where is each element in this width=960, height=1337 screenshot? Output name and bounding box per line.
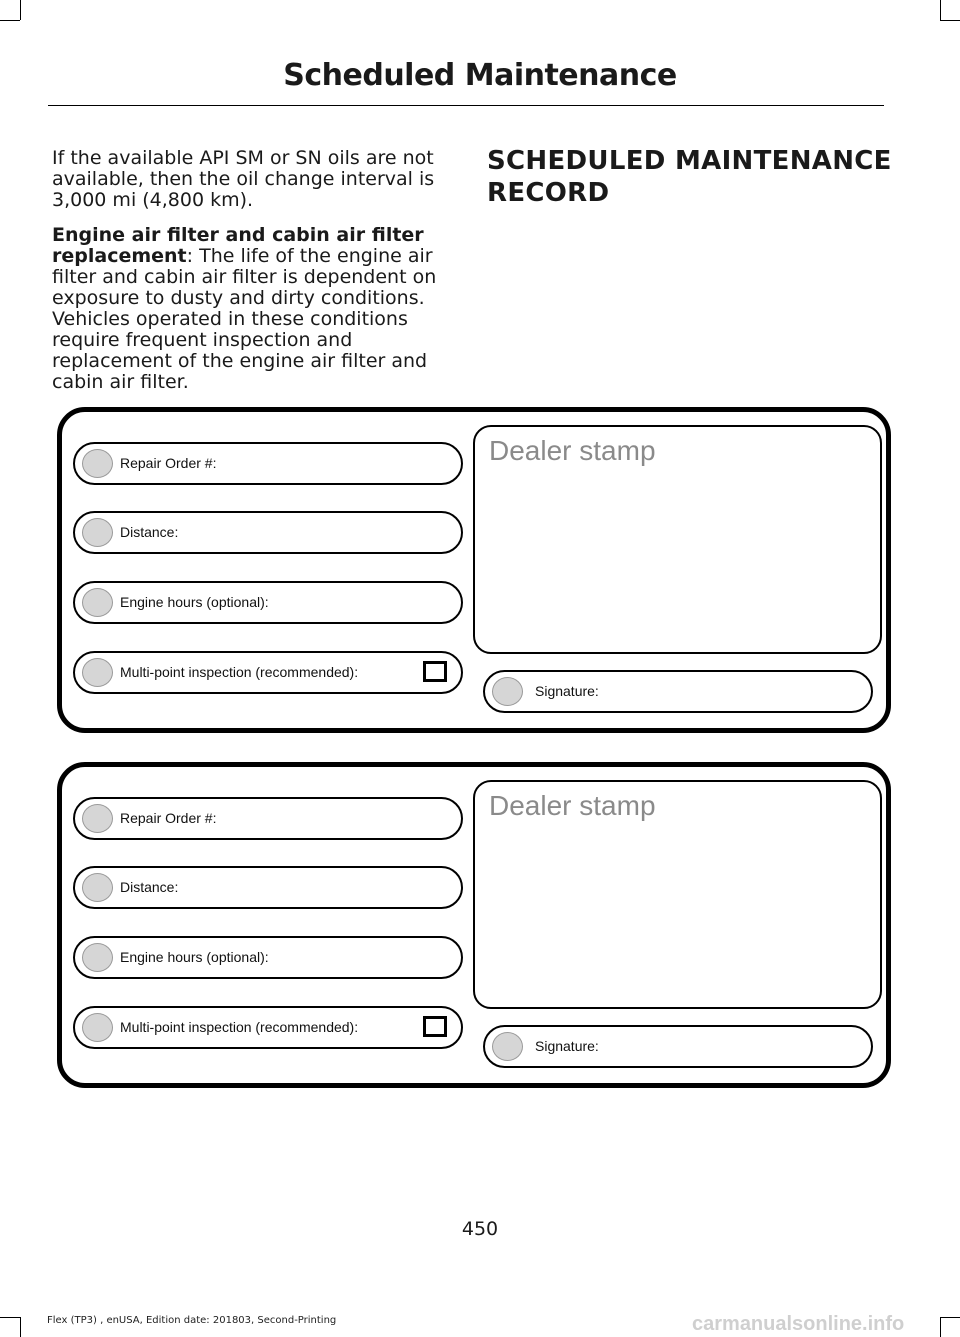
page-title: Scheduled Maintenance [283, 58, 677, 93]
section-title-line1: SCHEDULED MAINTENANCE [487, 146, 892, 176]
distance-label: Distance: [120, 879, 179, 895]
signature-field[interactable] [483, 1025, 873, 1068]
filter-heading: Engine air filter and cabin air filter replacement [52, 224, 424, 267]
distance-label: Distance: [120, 524, 179, 540]
field-bullet-icon [82, 804, 113, 833]
field-bullet-icon [82, 1013, 113, 1042]
multipoint-inspection-field [73, 1006, 463, 1049]
dealer-stamp-label: Dealer stamp [489, 435, 656, 466]
filter-paragraph [52, 225, 442, 393]
signature-field[interactable] [483, 670, 873, 713]
field-bullet-icon [82, 658, 113, 687]
repair-order-field[interactable] [73, 442, 463, 485]
crop-mark [20, 1317, 21, 1337]
multipoint-inspection-label: Multi-point inspection (recommended): [120, 664, 359, 680]
crop-mark [20, 0, 21, 20]
dealer-stamp-box [473, 780, 882, 1009]
multipoint-inspection-checkbox[interactable] [423, 1016, 447, 1037]
crop-mark [0, 1317, 20, 1318]
multipoint-inspection-field [73, 651, 463, 694]
multipoint-inspection-label: Multi-point inspection (recommended): [120, 1019, 359, 1035]
multipoint-inspection-checkbox[interactable] [423, 661, 447, 682]
crop-mark [940, 1317, 960, 1318]
field-bullet-icon [492, 1032, 523, 1061]
field-bullet-icon [82, 873, 113, 902]
engine-hours-field[interactable] [73, 581, 463, 624]
page-number: 450 [461, 1218, 499, 1240]
maintenance-record-1 [57, 407, 891, 733]
crop-mark [0, 20, 20, 21]
footer-edition-info: Flex (TP3) , enUSA, Edition date: 201803, Second-Printing [47, 1315, 337, 1326]
section-title-line2: RECORD [487, 178, 610, 208]
dealer-stamp-label: Dealer stamp [489, 790, 656, 821]
maintenance-record-2 [57, 762, 891, 1088]
signature-label: Signature: [535, 683, 599, 699]
field-bullet-icon [82, 518, 113, 547]
distance-field[interactable] [73, 866, 463, 909]
signature-label: Signature: [535, 1038, 599, 1054]
field-bullet-icon [82, 943, 113, 972]
engine-hours-field[interactable] [73, 936, 463, 979]
engine-hours-label: Engine hours (optional): [120, 949, 269, 965]
filter-text: : The life of the engine air filter and cabin air filter is dependent on exposure to dusty and dirty conditions. Vehicles operated in these conditions require frequent inspection and replacement of the engine air filter and cabin air filter. [52, 245, 437, 393]
field-bullet-icon [82, 449, 113, 478]
engine-hours-label: Engine hours (optional): [120, 594, 269, 610]
section-title [487, 146, 907, 208]
repair-order-field[interactable] [73, 797, 463, 840]
oil-interval-paragraph: If the available API SM or SN oils are not available, then the oil change interval is 3,000 mi (4,800 km). [52, 147, 435, 211]
crop-mark [940, 20, 960, 21]
watermark: carmanualsonline.info [692, 1313, 905, 1335]
crop-mark [940, 0, 941, 20]
crop-mark [940, 1317, 941, 1337]
repair-order-label: Repair Order #: [120, 455, 217, 471]
field-bullet-icon [82, 588, 113, 617]
distance-field[interactable] [73, 511, 463, 554]
repair-order-label: Repair Order #: [120, 810, 217, 826]
field-bullet-icon [492, 677, 523, 706]
dealer-stamp-box [473, 425, 882, 654]
title-divider [48, 105, 884, 106]
